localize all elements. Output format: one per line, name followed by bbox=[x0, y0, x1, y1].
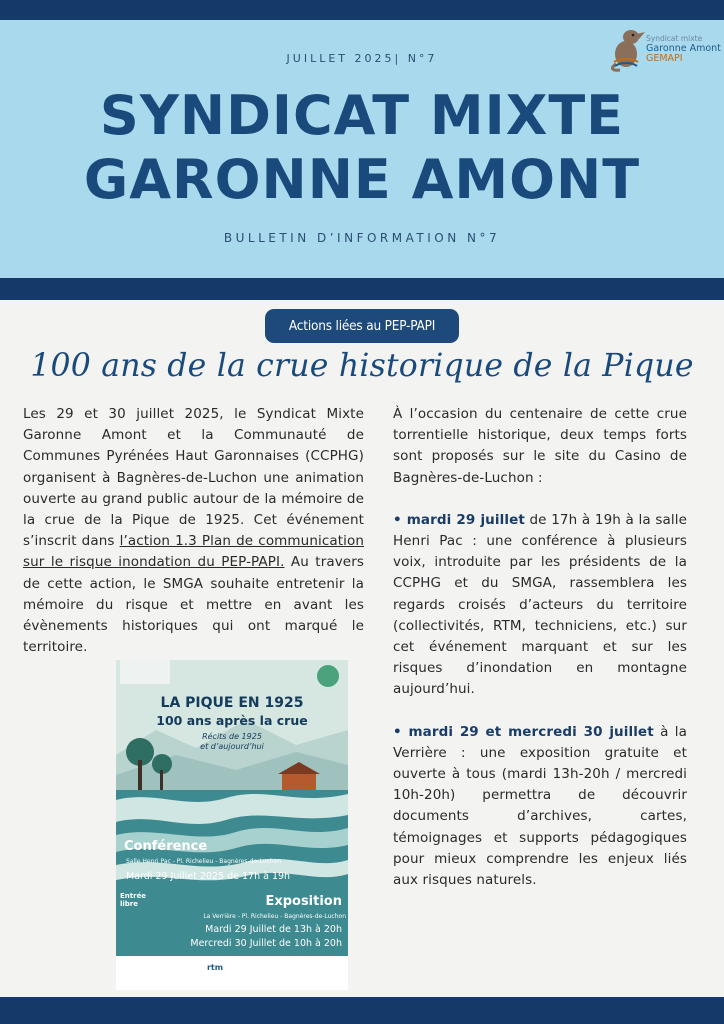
action-link[interactable]: l’action 1.3 Plan de communication sur le risque inondation du PEP-PAPI. bbox=[23, 533, 364, 571]
left-text-b: Au travers de cette action, le SMGA souhaite entretenir la mémoire du risque et mettre en avant les évènements historiques qui ont marqué le territoire. bbox=[23, 554, 364, 656]
left-text-a: Les 29 et 30 juillet 2025, le Syndicat Mixte Garonne Amont et la Communauté de Communes Pyrénées Haut Garonnaises (CCPHG) organisent à Bagnères-de-Luchon une animation ouverte au grand public autour de la mémoire de la crue de la Pique de 1925. Cet événement s’inscrit dans bbox=[23, 406, 364, 550]
logo-line-2: Garonne Amont bbox=[646, 43, 721, 54]
poster-conference-place: Salle Henri Pac - Pl. Richelieu - Bagnères-de-Luchon bbox=[126, 858, 281, 865]
issue-label: JUILLET 2025| N°7 bbox=[286, 52, 438, 65]
poster-conference-date: Mardi 29 Juillet 2025 de 17h à 19h bbox=[126, 871, 291, 882]
otter-logo-icon bbox=[606, 24, 646, 72]
poster-entry: Entrée libre bbox=[120, 892, 147, 908]
event-item-1 bbox=[393, 510, 687, 701]
logo-text bbox=[646, 34, 721, 64]
event-2-text: à la Verrière : une exposition gratuite et ouverte à tous (mardi 13h-20h / mercredi 10h-20h) permettra de découvrir documents d’archives, cartes, témoignages et supports pédagogiques pour mieux comprendre les enjeux liés aux risques naturels. bbox=[393, 723, 687, 889]
section-tag: Actions liées au PEP-PAPI bbox=[265, 309, 459, 343]
event-poster bbox=[116, 660, 348, 990]
right-intro: À l’occasion du centenaire de cette crue torrentielle historique, deux temps forts sont proposés sur le site du Casino de Bagnères-de-Luchon : bbox=[393, 406, 687, 486]
poster-exposition-place: La Verrière - Pl. Richelieu - Bagnères-de-Luchon bbox=[203, 913, 346, 920]
logo-line-3: GEMAPI bbox=[646, 53, 683, 64]
event-item-2 bbox=[393, 722, 687, 892]
right-column bbox=[393, 404, 687, 891]
left-column bbox=[23, 404, 364, 658]
title-line-1: SYNDICAT MIXTE bbox=[99, 84, 625, 147]
poster-sponsor-rtm: rtm bbox=[206, 963, 224, 972]
title-line-2: GARONNE AMONT bbox=[83, 148, 641, 211]
event-1-date: • mardi 29 juillet bbox=[393, 511, 525, 528]
smga-logo bbox=[606, 24, 720, 72]
left-paragraph bbox=[23, 404, 364, 658]
bottom-bar bbox=[0, 997, 724, 1024]
poster-conference-label: Conférence bbox=[124, 839, 208, 854]
poster-tagline-1: Récits de 1925 bbox=[202, 732, 262, 741]
bulletin-subtitle: BULLETIN D’INFORMATION N°7 bbox=[223, 231, 501, 245]
poster-tagline-2: et d’aujourd’hui bbox=[200, 742, 264, 751]
poster-subtitle: 100 ans après la crue bbox=[156, 713, 308, 728]
event-2-date: • mardi 29 et mercredi 30 juillet bbox=[393, 723, 654, 740]
header-bottom-bar bbox=[0, 278, 724, 300]
poster-exposition-date-2: Mercredi 30 Juillet de 10h à 20h bbox=[190, 938, 342, 949]
event-1-text: de 17h à 19h à la salle Henri Pac : une conférence à plusieurs voix, introduite par les présidents de la CCPHG et du SMGA, rassemblera les regards croisés d’acteurs du territoire (collectivités, RTM, techniciens, etc.) sur cet événement marquant et sur les risques d’inondation en montagne aujourd’hui. bbox=[393, 511, 688, 698]
poster-exposition-label: Exposition bbox=[265, 894, 342, 909]
poster-exposition-date-1: Mardi 29 Juillet de 13h à 20h bbox=[205, 924, 342, 935]
logo-line-1: Syndicat mixte bbox=[646, 34, 703, 43]
top-bar bbox=[0, 0, 724, 20]
poster-title: LA PIQUE EN 1925 bbox=[160, 695, 304, 711]
article-headline: 100 ans de la crue historique de la Pique bbox=[30, 348, 694, 384]
